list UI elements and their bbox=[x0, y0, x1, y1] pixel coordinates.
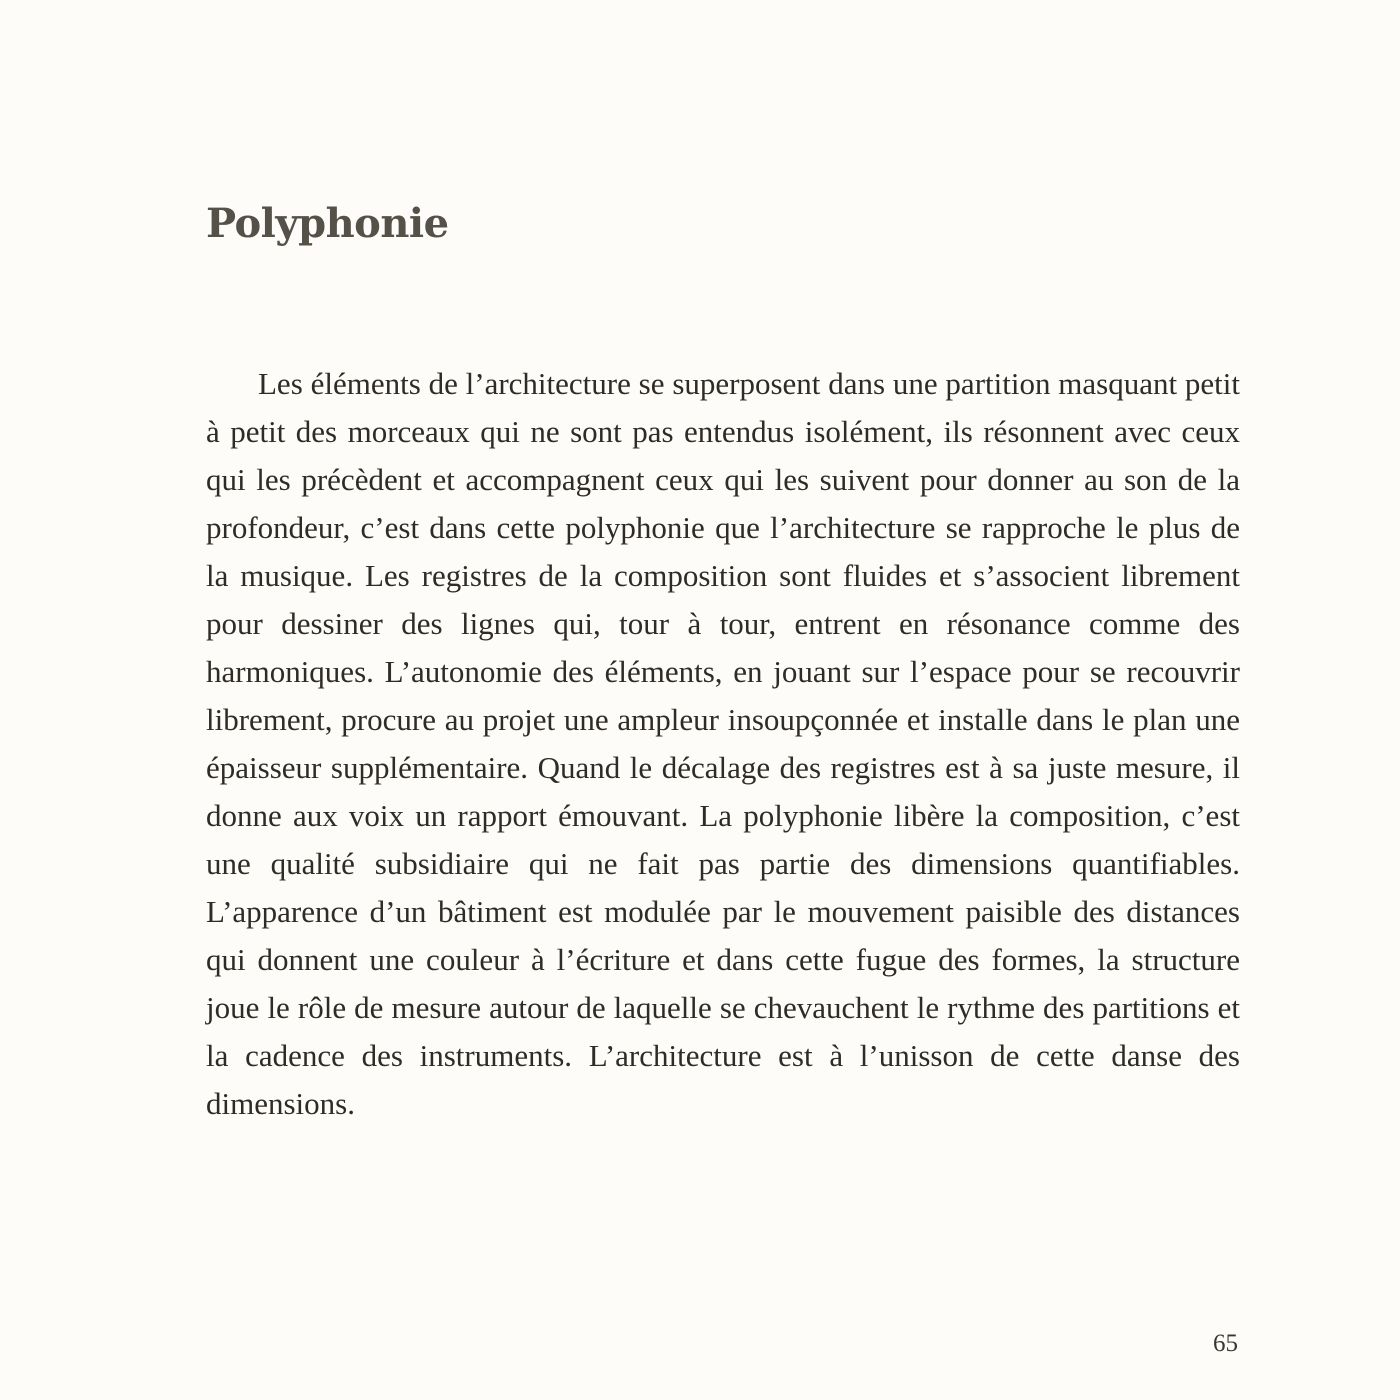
page-number: 65 bbox=[1213, 1330, 1238, 1357]
page-title: Polyphonie bbox=[206, 200, 449, 247]
body-paragraph: Les éléments de l’architecture se superposent dans une partition masquant petit à petit des morceaux qui ne sont pas entendus isolément, ils résonnent avec ceux qui les précèdent et accompagnent ceux qui les suivent pour donner au son de la profondeur, c’est dans cette polyphonie que l’architecture se rapproche le plus de la musique. Les registres de la composition sont fluides et s’associent librement pour dessiner des lignes qui, tour à tour, entrent en résonance comme des harmoniques. L’autonomie des éléments, en jouant sur l’espace pour se recouvrir librement, procure au projet une ampleur insoupçonnée et installe dans le plan une épaisseur supplémentaire. Quand le décalage des registres est à sa juste mesure, il donne aux voix un rapport émouvant. La polyphonie libère la composition, c’est une qualité subsidiaire qui ne fait pas partie des dimensions quantifiables. L’apparence d’un bâtiment est modulée par le mouvement paisible des distances qui donnent une couleur à l’écriture et dans cette fugue des formes, la structure joue le rôle de mesure autour de laquelle se chevauchent le rythme des partitions et la cadence des instruments. L’architecture est à l’unisson de cette danse des dimensions. bbox=[206, 366, 1240, 1121]
